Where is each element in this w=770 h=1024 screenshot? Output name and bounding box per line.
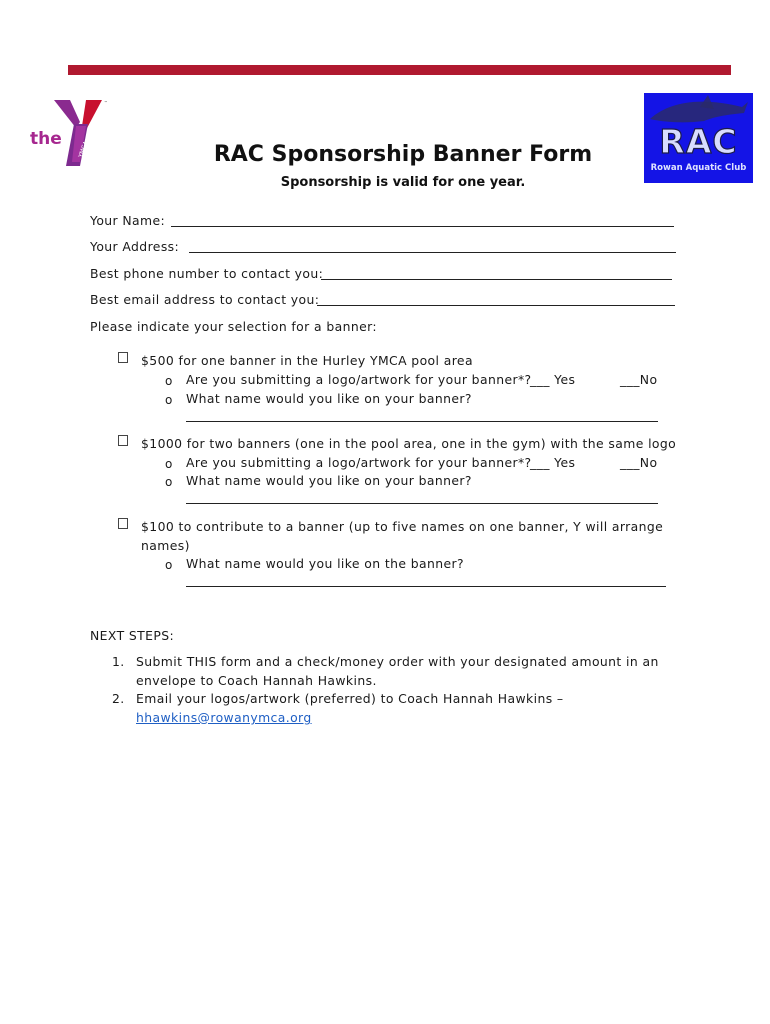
bullet-icon: o — [165, 558, 173, 572]
option-500-checkbox[interactable] — [118, 352, 128, 363]
option-1000-checkbox[interactable] — [118, 435, 128, 446]
header-accent-bar — [68, 65, 731, 75]
phone-label: Best phone number to contact you: — [90, 266, 324, 281]
svg-text:the: the — [30, 129, 62, 149]
bullet-icon: o — [165, 457, 173, 471]
option-500-name-field[interactable] — [186, 421, 658, 422]
option-500-yes[interactable]: ___ Yes — [530, 372, 576, 387]
option-1000-name-question: What name would you like on your banner? — [186, 473, 472, 488]
step-1-text-line2: envelope to Coach Hannah Hawkins. — [136, 673, 377, 688]
option-100-name-question: What name would you like on the banner? — [186, 556, 464, 571]
option-1000-label: $1000 for two banners (one in the pool area, one in the gym) with the same logo — [141, 436, 677, 451]
option-1000-logo-question: Are you submitting a logo/artwork for your banner*? — [186, 455, 532, 470]
option-1000-name-field[interactable] — [186, 503, 658, 504]
option-500-logo-question: Are you submitting a logo/artwork for your banner*? — [186, 372, 532, 387]
rac-logo-name: RAC — [659, 122, 738, 161]
name-label: Your Name: — [90, 213, 166, 228]
rac-logo-subtitle: Rowan Aquatic Club — [650, 163, 747, 173]
step-2-number: 2. — [112, 691, 125, 706]
bullet-icon: o — [165, 475, 173, 489]
option-100-name-field[interactable] — [186, 586, 666, 587]
address-label: Your Address: — [90, 239, 180, 254]
bullet-icon: o — [165, 374, 173, 388]
step-1-text-line1: Submit THIS form and a check/money order with your designated amount in an — [136, 654, 659, 669]
option-500-name-question: What name would you like on your banner? — [186, 391, 472, 406]
selection-prompt: Please indicate your selection for a banner: — [90, 319, 377, 334]
next-steps-heading: NEXT STEPS: — [90, 628, 175, 643]
ymca-logo — [30, 96, 122, 170]
option-100-checkbox[interactable] — [118, 518, 128, 529]
coach-email-link[interactable]: hhawkins@rowanymca.org — [136, 710, 312, 725]
option-1000-yes[interactable]: ___ Yes — [530, 455, 576, 470]
svg-text:YMCA: YMCA — [77, 140, 90, 159]
email-field[interactable] — [317, 305, 675, 306]
bullet-icon: o — [165, 393, 173, 407]
address-field[interactable] — [189, 252, 676, 253]
svg-text:™: ™ — [104, 100, 108, 105]
option-100-label-line1: $100 to contribute to a banner (up to five names on one banner, Y will arrange — [141, 519, 664, 534]
phone-field[interactable] — [321, 279, 672, 280]
form-title: RAC Sponsorship Banner Form — [213, 142, 593, 167]
rac-logo — [644, 93, 753, 183]
option-100-label-line2: names) — [141, 538, 190, 553]
option-1000-no[interactable]: ___No — [620, 455, 658, 470]
form-subtitle: Sponsorship is valid for one year. — [280, 175, 526, 190]
step-1-number: 1. — [112, 654, 125, 669]
option-500-label: $500 for one banner in the Hurley YMCA pool area — [141, 353, 473, 368]
name-field[interactable] — [171, 226, 674, 227]
email-label: Best email address to contact you: — [90, 292, 320, 307]
step-2-text-line1: Email your logos/artwork (preferred) to Coach Hannah Hawkins – — [136, 691, 564, 706]
option-500-no[interactable]: ___No — [620, 372, 658, 387]
